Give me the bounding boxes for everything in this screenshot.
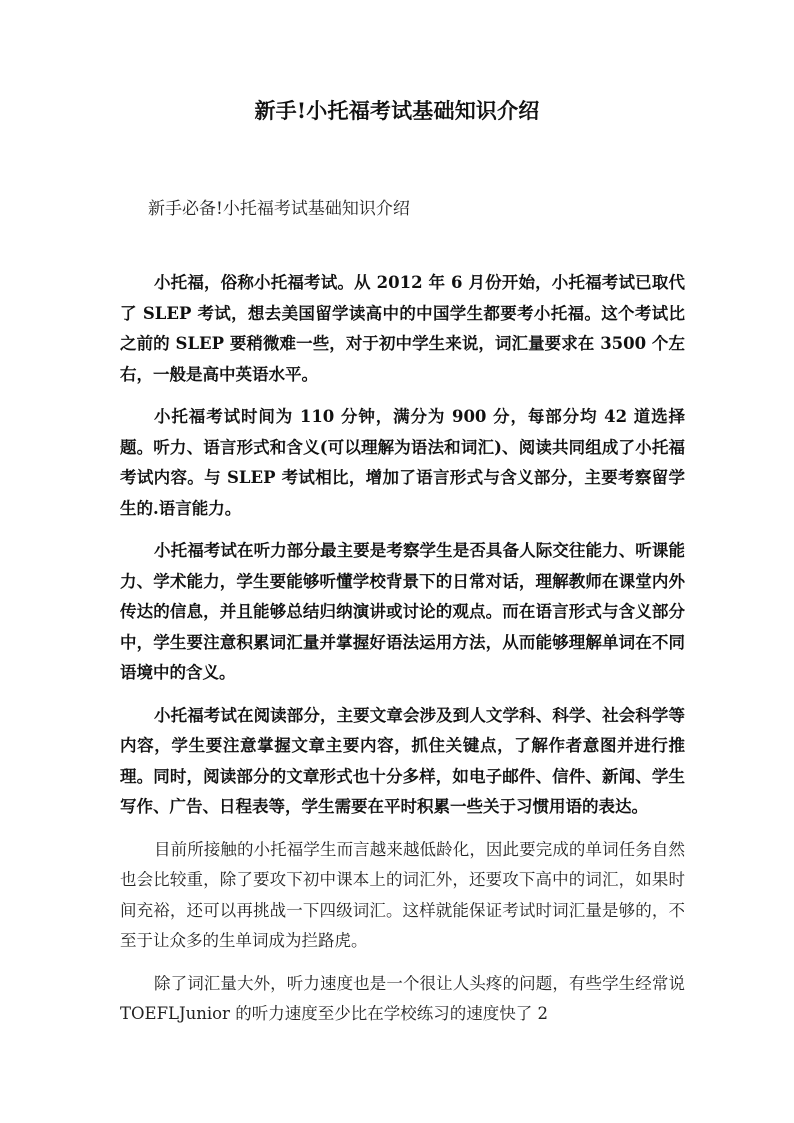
paragraph-2: 小托福考试时间为 110 分钟，满分为 900 分，每部分均 42 道选择题。听力、语言形式和含义(可以理解为语法和词汇)、阅读共同组成了小托福考试内容。与 SLEP 考试相比，增加了语言形式与含义部分，主要考察留学生的.语言能力。: [120, 407, 685, 518]
paragraph-6: 除了词汇量大外，听力速度也是一个很让人头疼的问题，有些学生经常说 TOEFLJunior 的听力速度至少比在学校练习的速度快了 2: [120, 973, 685, 1023]
paragraph-1: 小托福，俗称小托福考试。从 2012 年 6 月份开始，小托福考试已取代了 SLEP 考试，想去美国留学读高中的中国学生都要考小托福。这个考试比之前的 SLEP 要稍微难一些，对于初中学生来说，词汇量要求在 3500 个左右，一般是高中英语水平。: [120, 273, 685, 384]
page-title: 新手!小托福考试基础知识介绍: [254, 98, 540, 123]
paragraph-5: 目前所接触的小托福学生而言越来越低龄化，因此要完成的单词任务自然也会比较重，除了要攻下初中课本上的词汇外，还要攻下高中的词汇，如果时间充裕，还可以再挑战一下四级词汇。这样就能保证考试时词汇量是够的，不至于让众多的生单词成为拦路虎。: [120, 839, 685, 950]
paragraph-3: 小托福考试在听力部分最主要是考察学生是否具备人际交往能力、听课能力、学术能力，学生要能够听懂学校背景下的日常对话，理解教师在课堂内外传达的信息，并且能够总结归纳演讲或讨论的观点。而在语言形式与含义部分中，学生要注意积累词汇量并掌握好语法运用方法，从而能够理解单词在不同语境中的含义。: [120, 541, 685, 682]
document-body: [120, 268, 685, 1042]
paragraph-4: 小托福考试在阅读部分，主要文章会涉及到人文学科、科学、社会科学等内容，学生要注意掌握文章主要内容，抓住关键点，了解作者意图并进行推理。同时，阅读部分的文章形式也十分多样，如电子邮件、信件、新闻、学生写作、广告、日程表等，学生需要在平时积累一些关于习惯用语的表达。: [120, 705, 685, 816]
page-subtitle: 新手必备!小托福考试基础知识介绍: [148, 199, 410, 219]
